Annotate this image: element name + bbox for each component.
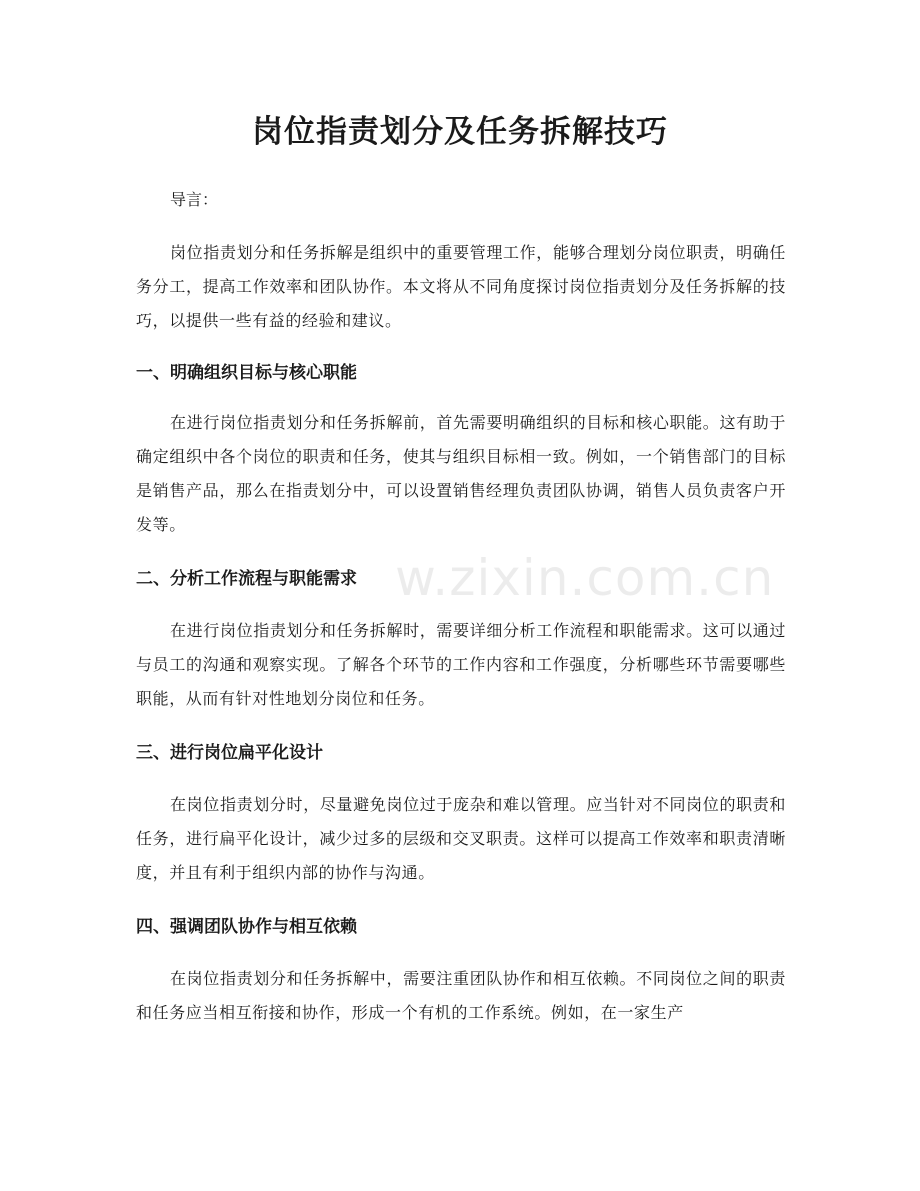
section-2-paragraph: 在进行岗位指责划分和任务拆解时，需要详细分析工作流程和职能需求。这可以通过与员工的沟通和观察实现。了解各个环节的工作内容和工作强度，分析哪些环节需要哪些职能，从而有针对性地划分岗位和任务。 (136, 621, 786, 708)
section-1-paragraph: 在进行岗位指责划分和任务拆解前，首先需要明确组织的目标和核心职能。这有助于确定组织中各个岗位的职责和任务，使其与组织目标相一致。例如，一个销售部门的目标是销售产品，那么在指责划分中，可以设置销售经理负责团队协调，销售人员负责客户开发等。 (136, 413, 786, 534)
section-3-paragraph: 在岗位指责划分时，尽量避免岗位过于庞杂和难以管理。应当针对不同岗位的职责和任务，进行扁平化设计，减少过多的层级和交叉职责。这样可以提高工作效率和职责清晰度，并且有利于组织内部的协作与沟通。 (136, 795, 786, 882)
section-2-heading: 二、分析工作流程与职能需求 (136, 569, 357, 589)
section-4-paragraph: 在岗位指责划分和任务拆解中，需要注重团队协作和相互依赖。不同岗位之间的职责和任务应当相互衔接和协作，形成一个有机的工作系统。例如，在一家生产 (136, 969, 786, 1022)
intro-label: 导言： (170, 190, 219, 209)
document-title: 岗位指责划分及任务拆解技巧 (252, 114, 668, 150)
section-1-heading: 一、明确组织目标与核心职能 (136, 363, 357, 383)
intro-paragraph: 岗位指责划分和任务拆解是组织中的重要管理工作，能够合理划分岗位职责，明确任务分工，提高工作效率和团队协作。本文将从不同角度探讨岗位指责划分及任务拆解的技巧，以提供一些有益的经验和建议。 (136, 243, 786, 330)
watermark-text: w.zixin.com.cn (395, 549, 775, 607)
section-3-heading: 三、进行岗位扁平化设计 (136, 743, 323, 763)
section-4-heading: 四、强调团队协作与相互依赖 (136, 917, 357, 937)
